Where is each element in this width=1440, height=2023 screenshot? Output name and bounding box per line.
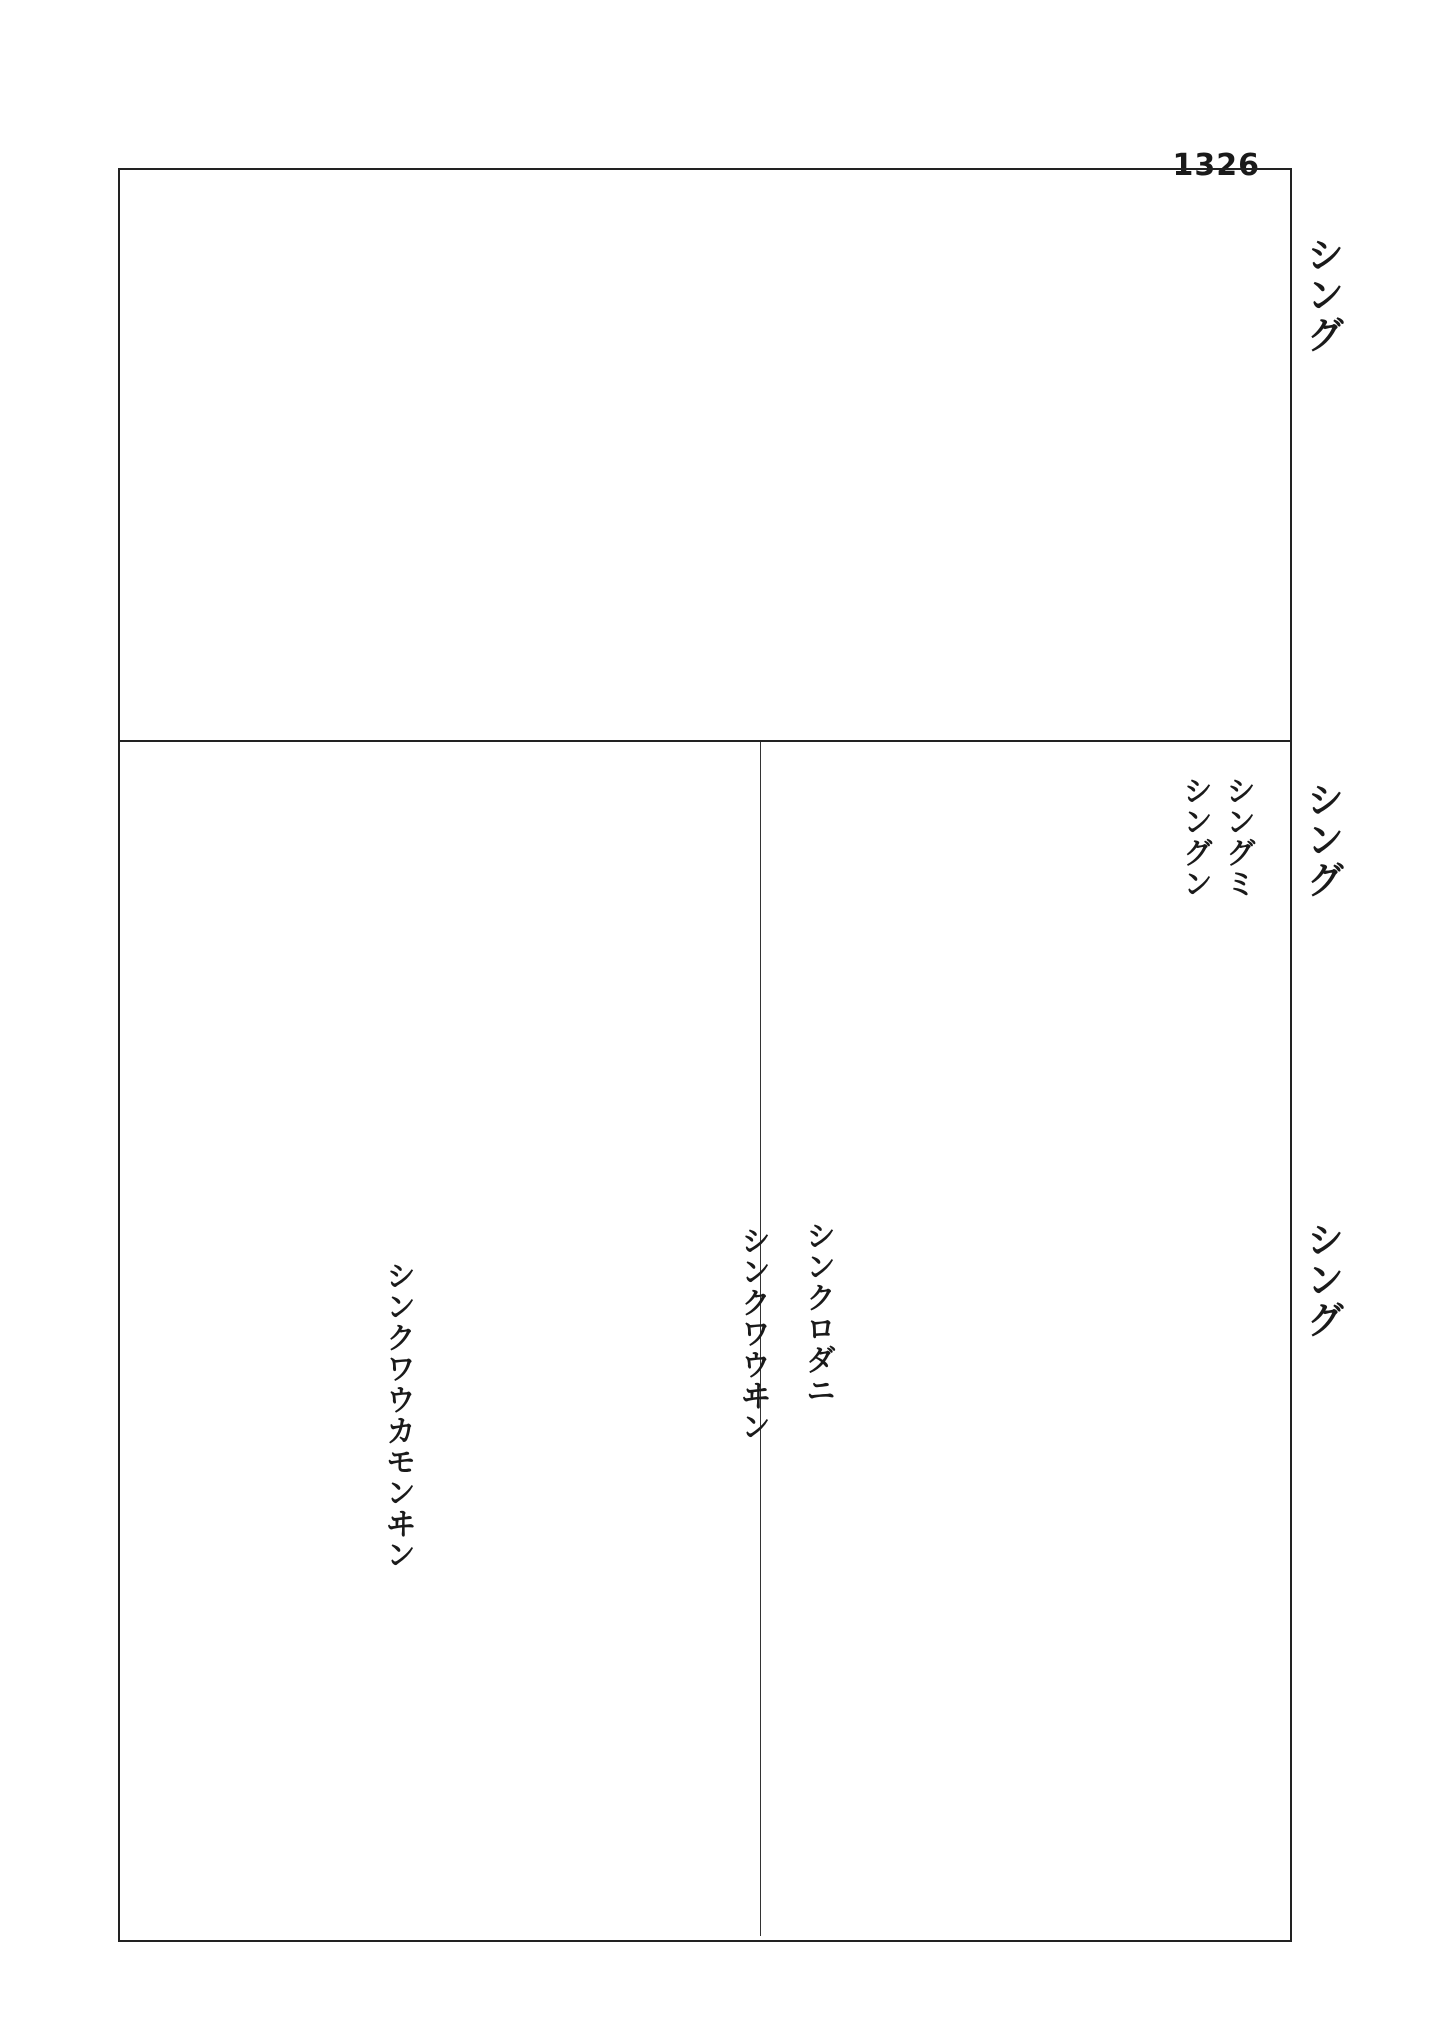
guide-word: シング — [1300, 780, 1344, 900]
headword-shinkuwauin: シンクワウヰン — [735, 1225, 770, 1442]
headword-shingumi: シングミ — [1220, 775, 1255, 899]
guide-word: シング — [1300, 1220, 1344, 1340]
headword-shingun: シングン — [1177, 775, 1212, 899]
upper-text-block — [140, 195, 1200, 715]
section-divider-horizontal — [118, 740, 1290, 742]
guide-word: シング — [1300, 235, 1344, 355]
page-number: 1326 — [1172, 148, 1260, 183]
headword-shinkuwakamonin: シンクワウカモンヰン — [380, 1260, 415, 1570]
right-text-block — [790, 770, 1190, 1910]
middle-text-block — [140, 770, 740, 1910]
headword-shinkurodani: シンクロダニ — [800, 1220, 835, 1406]
